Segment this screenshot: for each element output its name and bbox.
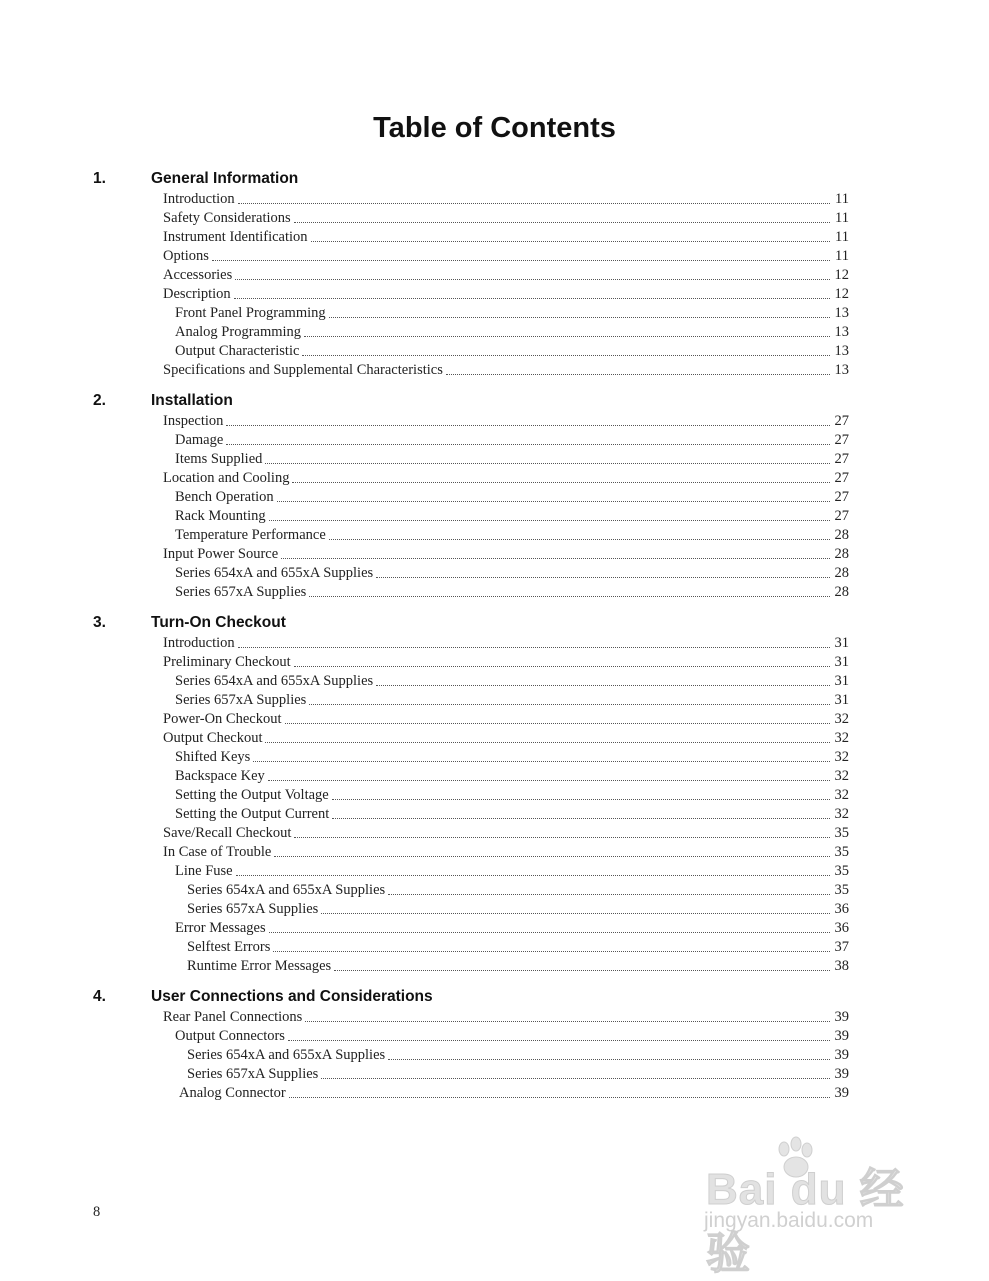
toc-entry-page: 39: [834, 1066, 849, 1082]
dot-leader: [235, 278, 830, 280]
toc-entry-page: 11: [835, 191, 849, 207]
toc-entry-label: Series 657xA Supplies: [187, 1066, 319, 1082]
toc-entry-page: 11: [835, 210, 849, 226]
toc-entry[interactable]: [0, 323, 989, 342]
toc-entry-page: 32: [834, 768, 849, 784]
dot-leader: [321, 1077, 830, 1079]
dot-leader: [388, 893, 830, 895]
toc-section: [0, 612, 989, 976]
toc-entry-page: 32: [834, 787, 849, 803]
dot-leader: [269, 931, 830, 933]
section-number: 2.: [93, 392, 106, 409]
dot-leader: [294, 836, 830, 838]
toc-entry-page: 28: [834, 527, 849, 543]
toc-entry-page: 35: [834, 825, 849, 841]
toc-entry[interactable]: [0, 564, 989, 583]
toc-entry-label: Setting the Output Current: [175, 806, 330, 822]
section-title: User Connections and Considerations: [151, 988, 433, 1005]
toc-entry-label: Introduction: [163, 635, 235, 651]
dot-leader: [311, 240, 830, 242]
toc-entry[interactable]: [0, 824, 989, 843]
toc-entry-page: 35: [834, 863, 849, 879]
dot-leader: [292, 481, 830, 483]
toc-entry-page: 35: [834, 882, 849, 898]
toc-entry[interactable]: [0, 304, 989, 323]
toc-entry-page: 35: [834, 844, 849, 860]
toc-entry-page: 31: [834, 673, 849, 689]
dot-leader: [305, 1020, 830, 1022]
toc-entry-label: Output Checkout: [163, 730, 263, 746]
dot-leader: [446, 373, 830, 375]
dot-leader: [212, 259, 830, 261]
dot-leader: [376, 684, 830, 686]
toc-entry-page: 13: [834, 343, 849, 359]
dot-leader: [265, 741, 830, 743]
dot-leader: [281, 557, 830, 559]
dot-leader: [309, 595, 830, 597]
toc-entry-label: Series 654xA and 655xA Supplies: [187, 1047, 386, 1063]
toc-entry[interactable]: [0, 710, 989, 729]
toc-entry[interactable]: [0, 431, 989, 450]
toc-entry-label: Accessories: [163, 267, 233, 283]
toc-entry[interactable]: [0, 228, 989, 247]
dot-leader: [329, 538, 830, 540]
toc-entry[interactable]: [0, 266, 989, 285]
section-number: 4.: [93, 988, 106, 1005]
toc-entry-label: Series 657xA Supplies: [175, 692, 307, 708]
toc-entry-page: 13: [834, 305, 849, 321]
dot-leader: [294, 221, 830, 223]
toc-entry-page: 28: [834, 584, 849, 600]
toc-entry-label: Safety Considerations: [163, 210, 291, 226]
watermark: [700, 1135, 940, 1278]
toc-entry[interactable]: [0, 786, 989, 805]
toc-entry[interactable]: [0, 843, 989, 862]
dot-leader: [388, 1058, 830, 1060]
dot-leader: [265, 462, 830, 464]
toc-entry-page: 39: [834, 1047, 849, 1063]
toc-entry-page: 27: [834, 470, 849, 486]
dot-leader: [273, 950, 830, 952]
dot-leader: [269, 519, 830, 521]
watermark-url: jingyan.baidu.com: [704, 1209, 874, 1232]
toc-entry-page: 31: [834, 635, 849, 651]
dot-leader: [289, 1096, 830, 1098]
toc-entry-label: In Case of Trouble: [163, 844, 272, 860]
toc-entry[interactable]: [0, 1084, 989, 1103]
toc-entry-page: 39: [834, 1028, 849, 1044]
toc-entry[interactable]: [0, 190, 989, 209]
section-title: General Information: [151, 170, 299, 187]
toc-entry-page: 39: [834, 1085, 849, 1101]
section-title: Installation: [151, 392, 233, 409]
toc-entry[interactable]: [0, 361, 989, 380]
toc-entry[interactable]: [0, 957, 989, 976]
toc-entry-label: Line Fuse: [175, 863, 233, 879]
dot-leader: [226, 443, 830, 445]
toc-entry[interactable]: [0, 469, 989, 488]
dot-leader: [238, 646, 830, 648]
dot-leader: [294, 665, 830, 667]
toc-entry[interactable]: [0, 583, 989, 602]
toc-entry-label: Instrument Identification: [163, 229, 308, 245]
toc-entry[interactable]: [0, 507, 989, 526]
toc-entry[interactable]: [0, 488, 989, 507]
toc-entry[interactable]: [0, 247, 989, 266]
toc-entry-page: 39: [834, 1009, 849, 1025]
toc-entry[interactable]: [0, 1008, 989, 1027]
toc-entry[interactable]: [0, 285, 989, 304]
toc-section: [0, 390, 989, 602]
toc-entry[interactable]: [0, 919, 989, 938]
section-heading[interactable]: [0, 612, 989, 634]
toc-entry[interactable]: [0, 805, 989, 824]
toc-entry-label: Shifted Keys: [175, 749, 251, 765]
toc-entry-page: 13: [834, 324, 849, 340]
dot-leader: [268, 779, 830, 781]
toc-entry-page: 31: [834, 654, 849, 670]
section-number: 1.: [93, 170, 106, 187]
dot-leader: [253, 760, 830, 762]
toc-entry-label: Front Panel Programming: [175, 305, 326, 321]
toc-entry-label: Series 654xA and 655xA Supplies: [175, 673, 374, 689]
dot-leader: [321, 912, 830, 914]
toc-entry[interactable]: [0, 938, 989, 957]
toc-entry-label: Bench Operation: [175, 489, 274, 505]
dot-leader: [274, 855, 830, 857]
dot-leader: [285, 722, 830, 724]
toc-entry-page: 37: [834, 939, 849, 955]
toc-entry-label: Specifications and Supplemental Characteristics: [163, 362, 443, 378]
toc-entry[interactable]: [0, 342, 989, 361]
toc-entry[interactable]: [0, 691, 989, 710]
toc-entry-label: Runtime Error Messages: [187, 958, 332, 974]
section-heading[interactable]: [0, 168, 989, 190]
dot-leader: [277, 500, 830, 502]
toc-entry-label: Location and Cooling: [163, 470, 290, 486]
toc-entry-label: Setting the Output Voltage: [175, 787, 329, 803]
toc-entry-page: 13: [834, 362, 849, 378]
dot-leader: [332, 798, 830, 800]
toc-entry[interactable]: [0, 526, 989, 545]
toc-entry-label: Inspection: [163, 413, 224, 429]
toc-entry-page: 32: [834, 730, 849, 746]
toc-entry[interactable]: [0, 1065, 989, 1084]
section-title: Turn-On Checkout: [151, 614, 286, 631]
toc-entry-label: Power-On Checkout: [163, 711, 282, 727]
toc-entry-label: Rack Mounting: [175, 508, 266, 524]
toc-entry-label: Rear Panel Connections: [163, 1009, 303, 1025]
toc-entry-label: Series 657xA Supplies: [175, 584, 307, 600]
toc-entry[interactable]: [0, 545, 989, 564]
toc-entry-page: 28: [834, 546, 849, 562]
toc-entry-page: 27: [834, 432, 849, 448]
toc-entry-page: 38: [834, 958, 849, 974]
toc-entry[interactable]: [0, 412, 989, 431]
toc-entry-label: Selftest Errors: [187, 939, 271, 955]
toc-entry-label: Output Connectors: [175, 1028, 285, 1044]
toc-entry-label: Items Supplied: [175, 451, 263, 467]
toc-entry-label: Introduction: [163, 191, 235, 207]
toc-entry-page: 32: [834, 749, 849, 765]
toc-entry-label: Series 657xA Supplies: [187, 901, 319, 917]
toc-entry-page: 27: [834, 451, 849, 467]
dot-leader: [329, 316, 830, 318]
page-title: Table of Contents: [373, 112, 616, 144]
toc-entry[interactable]: [0, 672, 989, 691]
toc-entry-label: Error Messages: [175, 920, 266, 936]
toc-entry-label: Options: [163, 248, 209, 264]
toc-entry-label: Input Power Source: [163, 546, 279, 562]
dot-leader: [334, 969, 830, 971]
section-heading[interactable]: [0, 390, 989, 412]
dot-leader: [236, 874, 830, 876]
dot-leader: [309, 703, 830, 705]
toc-entry[interactable]: [0, 1027, 989, 1046]
table-of-contents: [0, 168, 989, 1113]
toc-entry-page: 11: [835, 248, 849, 264]
dot-leader: [238, 202, 830, 204]
toc-entry-label: Output Characteristic: [175, 343, 300, 359]
toc-entry[interactable]: [0, 767, 989, 786]
toc-entry-page: 11: [835, 229, 849, 245]
toc-entry-page: 31: [834, 692, 849, 708]
toc-entry[interactable]: [0, 900, 989, 919]
section-heading[interactable]: [0, 986, 989, 1008]
page-number: 8: [93, 1204, 101, 1220]
toc-entry-label: Temperature Performance: [175, 527, 326, 543]
toc-entry-label: Series 654xA and 655xA Supplies: [175, 565, 374, 581]
toc-entry[interactable]: [0, 653, 989, 672]
toc-entry-label: Series 654xA and 655xA Supplies: [187, 882, 386, 898]
toc-entry-label: Backspace Key: [175, 768, 265, 784]
dot-leader: [234, 297, 830, 299]
toc-entry-label: Analog Connector: [179, 1085, 286, 1101]
toc-entry-page: 12: [834, 286, 849, 302]
section-number: 3.: [93, 614, 106, 631]
toc-entry[interactable]: [0, 862, 989, 881]
toc-entry-page: 36: [834, 901, 849, 917]
toc-entry-page: 27: [834, 508, 849, 524]
dot-leader: [332, 817, 830, 819]
toc-entry-page: 27: [834, 489, 849, 505]
toc-entry[interactable]: [0, 729, 989, 748]
toc-entry-page: 12: [834, 267, 849, 283]
toc-entry[interactable]: [0, 881, 989, 900]
toc-entry-label: Analog Programming: [175, 324, 302, 340]
dot-leader: [376, 576, 830, 578]
toc-entry-label: Preliminary Checkout: [163, 654, 291, 670]
toc-entry[interactable]: [0, 209, 989, 228]
toc-entry-label: Description: [163, 286, 231, 302]
toc-entry-label: Damage: [175, 432, 224, 448]
toc-entry-label: Save/Recall Checkout: [163, 825, 292, 841]
watermark-brand: Bai du 经验: [706, 1165, 905, 1278]
toc-entry[interactable]: [0, 748, 989, 767]
dot-leader: [226, 424, 830, 426]
toc-entry-page: 28: [834, 565, 849, 581]
toc-entry-page: 27: [834, 413, 849, 429]
toc-entry[interactable]: [0, 634, 989, 653]
toc-entry[interactable]: [0, 450, 989, 469]
toc-section: [0, 168, 989, 380]
toc-entry-page: 32: [834, 806, 849, 822]
toc-entry-page: 32: [834, 711, 849, 727]
dot-leader: [304, 335, 830, 337]
toc-entry[interactable]: [0, 1046, 989, 1065]
toc-section: [0, 986, 989, 1103]
dot-leader: [302, 354, 830, 356]
toc-entry-page: 36: [834, 920, 849, 936]
dot-leader: [288, 1039, 830, 1041]
